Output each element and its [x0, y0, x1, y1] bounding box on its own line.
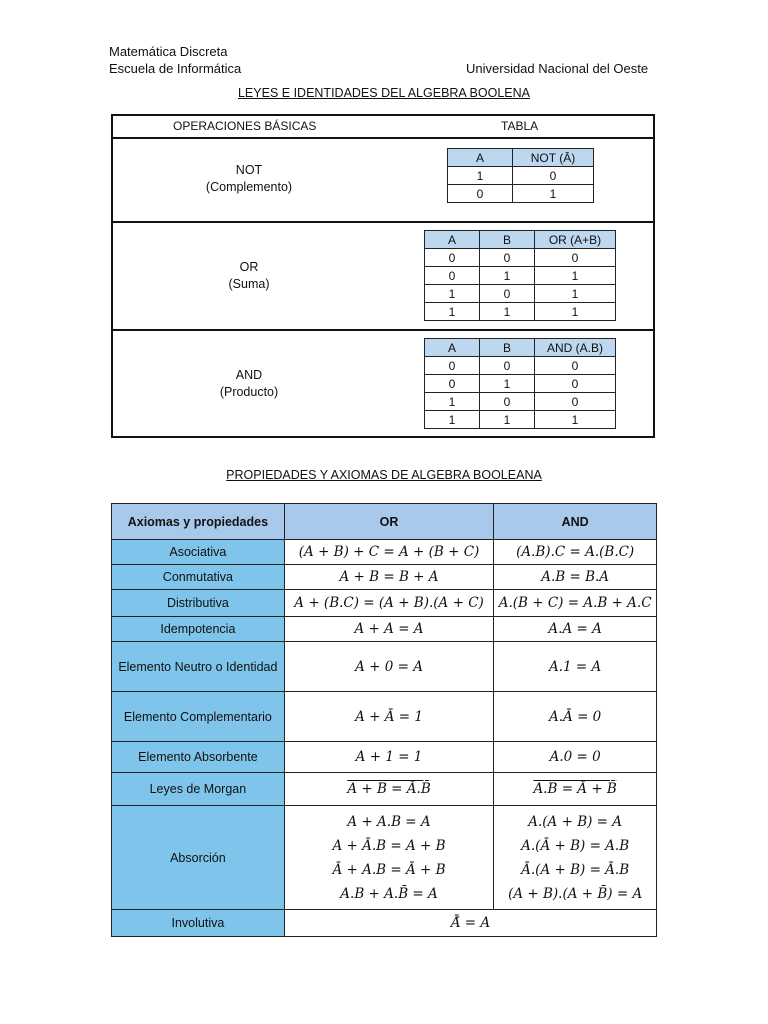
- table-header: OR: [284, 504, 494, 540]
- table-row: 0 1 1: [425, 267, 616, 285]
- table-header: A: [425, 231, 480, 249]
- section-title-axioms: PROPIEDADES Y AXIOMAS DE ALGEBRA BOOLEANA: [226, 468, 542, 482]
- table-header: AND (A.B): [535, 339, 616, 357]
- table-header: B: [480, 231, 535, 249]
- table-header: A: [425, 339, 480, 357]
- axioms-table: [111, 503, 657, 937]
- table-header: AND: [494, 504, 657, 540]
- university-name: Universidad Nacional del Oeste: [466, 61, 649, 76]
- basic-operations-header: [113, 116, 653, 139]
- or-sublabel: (Suma): [228, 277, 270, 291]
- table-row: Elemento Absorbente A + 1 = 1 A.0 = 0: [112, 742, 657, 773]
- section-title-laws: LEYES E IDENTIDADES DEL ALGEBRA BOOLENA: [237, 86, 530, 100]
- absorption-or: A + A.B = A A + Ā.B = A + B Ā + A.B = Ā + B A.B + A.B̄ = A: [284, 806, 494, 910]
- table-row: Involutiva Ā̄ = A: [112, 910, 657, 937]
- operations-column-header: OPERACIONES BÁSICAS: [173, 119, 317, 133]
- table-row: Leyes de Morgan A + B = Ā.B̄ A.B = Ā + B̄: [112, 773, 657, 806]
- table-row: Asociativa (A + B) + C = A + (B + C) (A.B).C = A.(B.C): [112, 540, 657, 565]
- school-name: Escuela de Informática: [109, 61, 242, 76]
- table-header: NOT (Ā): [513, 149, 594, 167]
- not-sublabel: (Complemento): [205, 180, 293, 194]
- table-column-header: TABLA: [501, 119, 539, 133]
- table-row: Elemento Complementario A + Ā = 1 A.Ā = 0: [112, 692, 657, 742]
- table-row: Conmutativa A + B = B + A A.B = B.A: [112, 565, 657, 590]
- table-row: Distributiva A + (B.C) = (A + B).(A + C) A.(B + C) = A.B + A.C: [112, 590, 657, 617]
- and-truth-table: [424, 338, 616, 429]
- not-truth-table: [447, 148, 594, 203]
- table-header: A: [448, 149, 513, 167]
- axioms-header-row: [112, 504, 657, 540]
- table-row: 0 1 0: [425, 375, 616, 393]
- and-sublabel: (Producto): [219, 385, 279, 399]
- or-truth-table: [424, 230, 616, 321]
- de-morgan-or: A + B = Ā.B̄: [284, 773, 494, 806]
- table-row: Elemento Neutro o Identidad A + 0 = A A.1 = A: [112, 642, 657, 692]
- table-row: 1 1 1: [425, 303, 616, 321]
- table-header: B: [480, 339, 535, 357]
- table-row: 1 0: [448, 167, 594, 185]
- table-row: 0 0 0: [425, 249, 616, 267]
- de-morgan-and: A.B = Ā + B̄: [494, 773, 657, 806]
- table-header: Axiomas y propiedades: [112, 504, 285, 540]
- and-label: AND: [235, 368, 263, 382]
- absorption-and: A.(A + B) = A A.(Ā + B) = A.B Ā.(A + B) = Ā.B (A + B).(A + B̄) = A: [494, 806, 657, 910]
- table-row: 0 1: [448, 185, 594, 203]
- table-row: Absorción A + A.B = A A + Ā.B = A + B Ā + A.B = Ā + B A.B + A.B̄ = A A.(A + B) = A A.(Ā + B) = A.B Ā.(A + B) = Ā.B (A + B).(A + B̄) = A: [112, 806, 657, 910]
- basic-operations-box: [111, 114, 655, 438]
- and-section: [113, 331, 653, 436]
- table-row: 1 0 0: [425, 393, 616, 411]
- or-label: OR: [239, 260, 259, 274]
- table-row: Idempotencia A + A = A A.A = A: [112, 617, 657, 642]
- not-section: [113, 137, 653, 223]
- course-title: Matemática Discreta: [109, 44, 228, 59]
- not-label: NOT: [235, 163, 263, 177]
- table-header: OR (A+B): [535, 231, 616, 249]
- table-row: 0 0 0: [425, 357, 616, 375]
- table-row: 1 1 1: [425, 411, 616, 429]
- table-row: 1 0 1: [425, 285, 616, 303]
- or-section: [113, 223, 653, 331]
